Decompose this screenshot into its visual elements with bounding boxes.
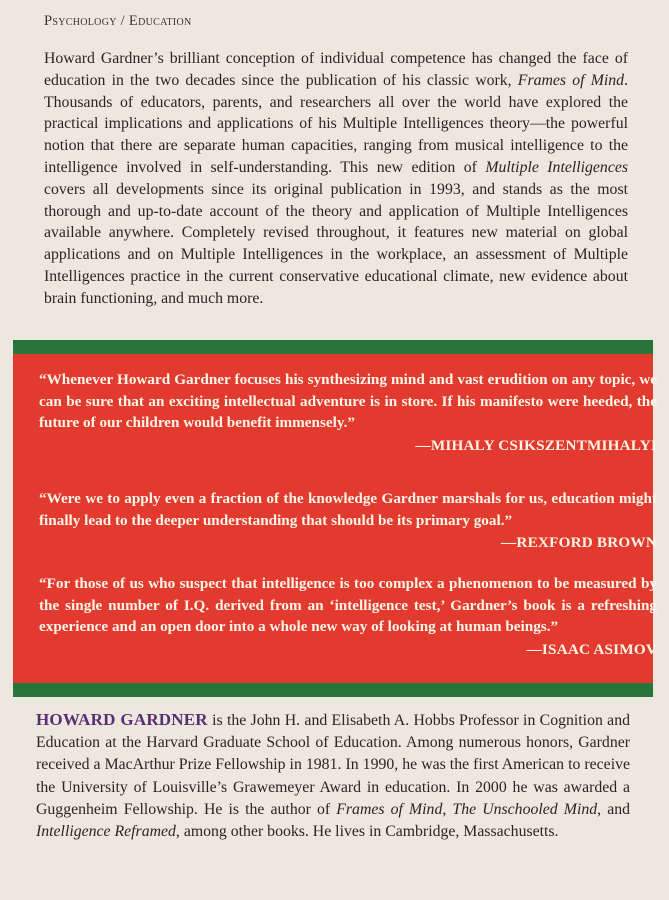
quote-attribution: —REXFORD BROWN [501, 534, 657, 551]
blurb-text-3: covers all developments since its original publication in 1993, and stands as the most thorough and up-to-date account of the theory and application of Multiple Intelligences available anywhere. Completely revised throughout, it features new material on global applications and on Multiple Intelligences in the workplace, an assessment of Multiple Intelligences practice in the current conservative educational climate, new evidence about brain functioning, and much more. [44, 180, 628, 307]
blurb-text-2: . Thousands of educators, parents, and researchers all over the world have explored the practical implications and applications of his Multiple Intelligences theory—the powerful notion that there are separate human capacities, ranging from musical intelligence to the intelligence involved in self-understanding. This new edition of [44, 71, 629, 176]
endorsement-quote [39, 573, 657, 660]
endorsement-quote [39, 488, 657, 554]
book-title-frames-of-mind: Frames of Mind [517, 71, 625, 89]
bio-text-1: is the John H. and Elisabeth A. Hobbs Professor in Cognition and Education at the Harvard Graduate School of Education. Among numerous honors, Gardner received a MacArthur Prize Fellowship in 1981. In 1990, he was the first American to receive the University of Louisville’s Grawemeyer Award in education. In 2000 he was awarded a Guggenheim Fellowship. He is the author of [36, 712, 630, 818]
green-band-bottom [13, 683, 653, 697]
quote-text: “Were we to apply even a fraction of the knowledge Gardner marshals for us, education might finally lead to the deeper understanding that should be its primary goal.” [39, 490, 657, 529]
quote-text: “For those of us who suspect that intelligence is too complex a phenomenon to be measured by the single number of I.Q. derived from an ‘intelligence test,’ Gardner’s book is a refreshing experience and an open door into a whole new way of looking at human beings.” [39, 575, 657, 635]
description-paragraph [44, 48, 628, 310]
bio-separator: , and [597, 800, 631, 818]
quote-attribution: —ISAAC ASIMOV [526, 640, 657, 658]
bio-book-2: The Unschooled Mind [452, 800, 598, 818]
green-band-top [13, 340, 653, 354]
category-label: Psychology / Education [44, 13, 192, 29]
bio-separator: , [442, 800, 453, 818]
blurb-text-1: Howard Gardner’s brilliant conception of individual competence has changed the face of education in the two decades since the publication of his classic work, [44, 50, 628, 89]
quote-text: “Whenever Howard Gardner focuses his synthesizing mind and vast erudition on any topic, we can be sure that an exciting intellectual adventure is in store. If his manifesto were heeded, the future of our children would benefit immensely.” [39, 371, 657, 431]
bio-book-1: Frames of Mind [336, 800, 443, 818]
bio-book-3: Intelligence Reframed [36, 823, 176, 841]
quote-attribution: —MIHALY CSIKSZENTMIHALYI [415, 436, 657, 454]
author-bio [36, 709, 630, 843]
bio-text-2: , among other books. He lives in Cambridge, Massachusetts. [175, 823, 559, 841]
book-title-multiple-intelligences: Multiple Intelligences [485, 158, 628, 176]
endorsement-quote [39, 369, 657, 456]
author-name: HOWARD GARDNER [36, 710, 208, 729]
endorsements-panel [13, 354, 657, 683]
